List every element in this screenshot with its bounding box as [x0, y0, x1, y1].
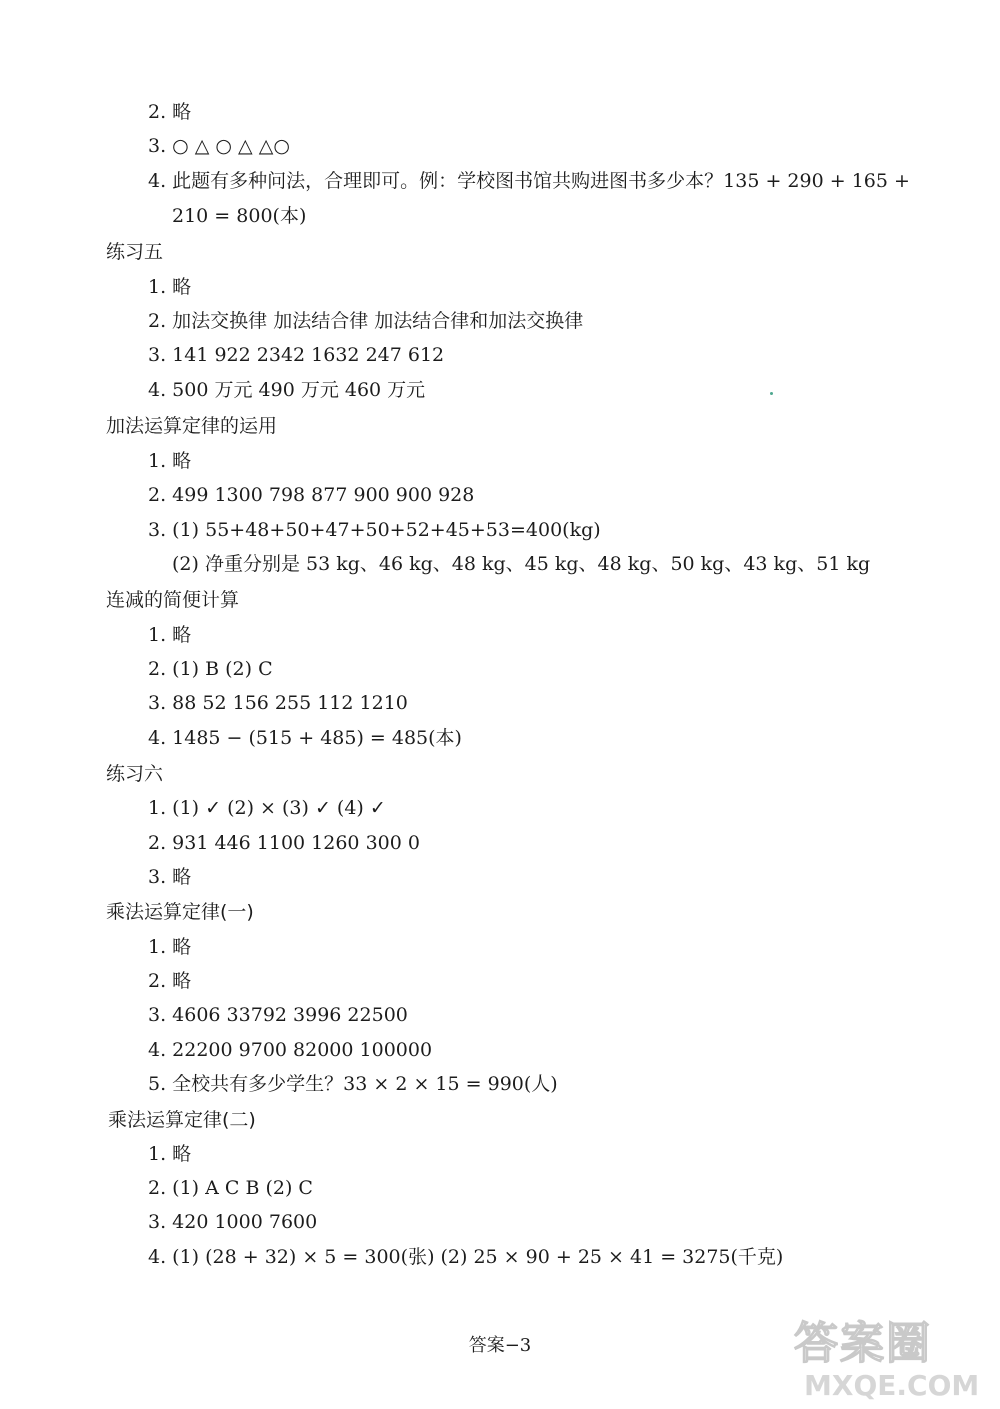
- watermark-url: MXQE.COM: [804, 1369, 980, 1402]
- answer-3-part1: 3. (1) 55+48+50+47+50+52+45+53=400(kg): [148, 519, 601, 541]
- answer-2: 2. (1) B (2) C: [148, 658, 273, 680]
- answer-5: 5. 全校共有多少学生？33 × 2 × 15 = 990(人): [148, 1073, 558, 1095]
- answer-1: 1. 略: [148, 276, 192, 298]
- answer-4-line2: 210 = 800(本): [172, 205, 307, 227]
- section-title-multiplication-2: 乘法运算定律(二): [108, 1109, 256, 1131]
- answer-3: 3. 88 52 156 255 112 1210: [148, 692, 408, 714]
- answer-4-line1: 4. 此题有多种问法，合理即可。例：学校图书馆共购进图书多少本？135 + 290 + 165 +: [148, 170, 910, 192]
- answer-4: 4. 22200 9700 82000 100000: [148, 1039, 433, 1061]
- answer-3: 3. ○ △ ○ △ △○: [148, 135, 290, 157]
- answer-1: 1. 略: [148, 936, 192, 958]
- section-title-addition-laws: 加法运算定律的运用: [106, 415, 278, 437]
- answer-2: 2. 略: [148, 970, 192, 992]
- answer-2: 2. (1) A C B (2) C: [148, 1177, 313, 1199]
- answer-1: 1. 略: [148, 624, 192, 646]
- answer-3: 3. 略: [148, 866, 192, 888]
- section-title-exercise-6: 练习六: [106, 763, 164, 785]
- answer-4: 4. 1485 − (515 + 485) = 485(本): [148, 727, 462, 749]
- answer-3: 3. 4606 33792 3996 22500: [148, 1004, 408, 1026]
- stray-mark: [770, 392, 773, 395]
- answer-4: 4. (1) (28 + 32) × 5 = 300(张) (2) 25 × 90 + 25 × 41 = 3275(千克): [148, 1246, 784, 1268]
- answer-4: 4. 500 万元 490 万元 460 万元: [148, 379, 426, 401]
- section-title-exercise-5: 练习五: [106, 241, 164, 263]
- answer-1: 1. 略: [148, 1143, 192, 1165]
- answer-2: 2. 499 1300 798 877 900 900 928: [148, 484, 475, 506]
- answer-2: 2. 加法交换律 加法结合律 加法结合律和加法交换律: [148, 310, 584, 332]
- answer-2: 2. 931 446 1100 1260 300 0: [148, 832, 420, 854]
- answer-1: 1. (1) ✓ (2) × (3) ✓ (4) ✓: [148, 797, 386, 819]
- section-title-subtraction: 连减的简便计算: [106, 589, 240, 611]
- page-number: 答案−3: [468, 1335, 532, 1356]
- answer-3: 3. 420 1000 7600: [148, 1211, 318, 1233]
- answer-3: 3. 141 922 2342 1632 247 612: [148, 344, 445, 366]
- answer-1: 1. 略: [148, 450, 192, 472]
- watermark-mark: 答案圈: [794, 1318, 932, 1369]
- watermark-logo: [790, 1318, 995, 1404]
- answer-2: 2. 略: [148, 101, 192, 123]
- answer-3-part2: (2) 净重分别是 53 kg、46 kg、48 kg、45 kg、48 kg、50 kg、43 kg、51 kg: [172, 553, 871, 575]
- section-title-multiplication-1: 乘法运算定律(一): [106, 901, 254, 923]
